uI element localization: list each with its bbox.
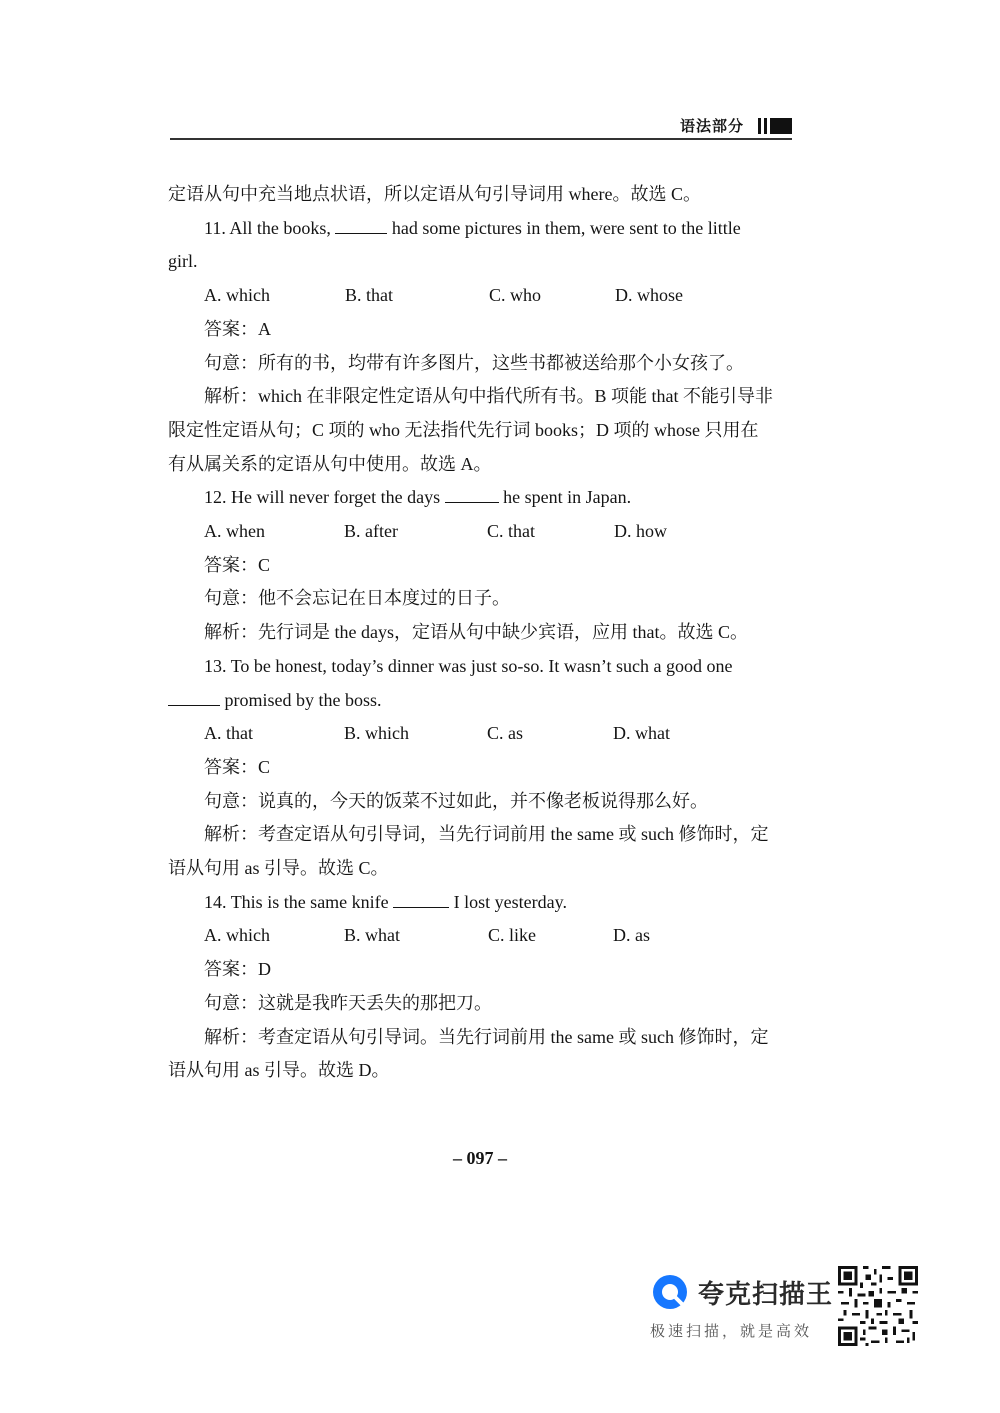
answer-line: 答案：D	[204, 959, 271, 980]
option-d: D. whose	[615, 285, 683, 306]
question-number: 14.	[204, 891, 227, 912]
answer-blank	[335, 217, 387, 234]
question-11	[168, 212, 793, 482]
option-d: D. as	[613, 925, 650, 946]
question-12	[168, 481, 793, 650]
option-a: A. when	[204, 521, 265, 542]
options-row	[168, 717, 793, 751]
meaning-line: 句意：他不会忘记在日本度过的日子。	[204, 588, 510, 609]
question-13	[168, 650, 793, 886]
analysis-line: 解析：考查定语从句引导词。当先行词前用 the same 或 such 修饰时，定	[204, 1026, 769, 1047]
qr-code-icon	[838, 1266, 918, 1346]
stem-after: had some pictures in them, were sent to the little	[391, 217, 741, 238]
answer-line: 答案：C	[204, 756, 271, 777]
option-d: D. how	[614, 521, 667, 542]
stem-after: he spent in Japan.	[503, 487, 632, 508]
meaning-line: 句意：这就是我昨天丢失的那把刀。	[204, 992, 492, 1013]
stem-before: This is the same knife	[230, 891, 389, 912]
analysis-line: 语从句用 as 引导。故选 D。	[168, 1060, 390, 1081]
analysis-line: 解析：which 在非限定性定语从句中指代所有书。B 项能 that 不能引导非	[204, 386, 773, 407]
brand-name: 夸克扫描王	[698, 1280, 834, 1310]
option-c: C. that	[487, 521, 535, 542]
option-b: B. what	[344, 925, 400, 946]
brand-slogan: 极速扫描，就是高效	[650, 1322, 813, 1340]
question-stem	[168, 886, 793, 920]
option-c: C. who	[489, 285, 542, 306]
analysis-line: 有从属关系的定语从句中使用。故选 A。	[168, 453, 492, 474]
stem-after: I lost yesterday.	[453, 891, 567, 912]
meaning-line: 句意：说真的，今天的饭菜不过如此，并不像老板说得那么好。	[204, 790, 708, 811]
stem-before: All the books,	[229, 217, 331, 238]
options-row	[168, 515, 793, 549]
analysis-line: 语从句用 as 引导。故选 C。	[168, 858, 389, 879]
stem-after: promised by the boss.	[224, 689, 382, 710]
option-a: A. which	[204, 285, 270, 306]
option-b: B. after	[344, 521, 398, 542]
option-c: C. like	[488, 925, 536, 946]
question-stem	[168, 481, 793, 515]
analysis-line: 解析：考查定语从句引导词，当先行词前用 the same 或 such 修饰时，定	[204, 824, 769, 845]
option-d: D. what	[613, 723, 670, 744]
answer-line: 答案：C	[204, 554, 271, 575]
question-number: 11.	[204, 217, 226, 238]
question-stem	[168, 650, 793, 684]
page-number: – 097 –	[453, 1148, 507, 1168]
answer-blank	[445, 486, 499, 503]
intro-text: 定语从句中充当地点状语，所以定语从句引导词用 where。故选 C。	[168, 184, 701, 204]
question-number: 13.	[204, 655, 227, 676]
question-number: 12.	[204, 487, 227, 508]
answer-blank	[168, 689, 220, 706]
question-14	[168, 886, 793, 1088]
options-row	[168, 919, 793, 953]
option-a: A. which	[204, 925, 270, 946]
stem-before: To be honest, today’s dinner was just so-so. It wasn’t such a good one	[230, 655, 733, 676]
question-stem	[168, 212, 793, 246]
analysis-line: 限定性定语从句；C 项的 who 无法指代先行词 books；D 项的 whose 只用在	[168, 419, 759, 440]
option-c: C. as	[487, 723, 523, 744]
answer-blank	[393, 891, 449, 908]
stem-continuation	[168, 684, 793, 718]
quark-logo-icon	[650, 1272, 690, 1312]
option-b: B. which	[344, 723, 409, 744]
option-a: A. that	[204, 723, 253, 744]
header-rule	[170, 138, 792, 140]
options-row	[168, 279, 793, 313]
meaning-line: 句意：所有的书，均带有许多图片，这些书都被送给那个小女孩了。	[204, 352, 744, 373]
option-b: B. that	[345, 285, 393, 306]
page-content	[168, 178, 793, 1088]
analysis-line: 解析：先行词是 the days，定语从句中缺少宾语，应用 that。故选 C。	[204, 622, 748, 643]
answer-line: 答案：A	[204, 318, 271, 339]
section-title: 语法部分	[680, 117, 745, 135]
stem-continuation: girl.	[168, 251, 198, 272]
stem-before: He will never forget the days	[231, 487, 441, 508]
